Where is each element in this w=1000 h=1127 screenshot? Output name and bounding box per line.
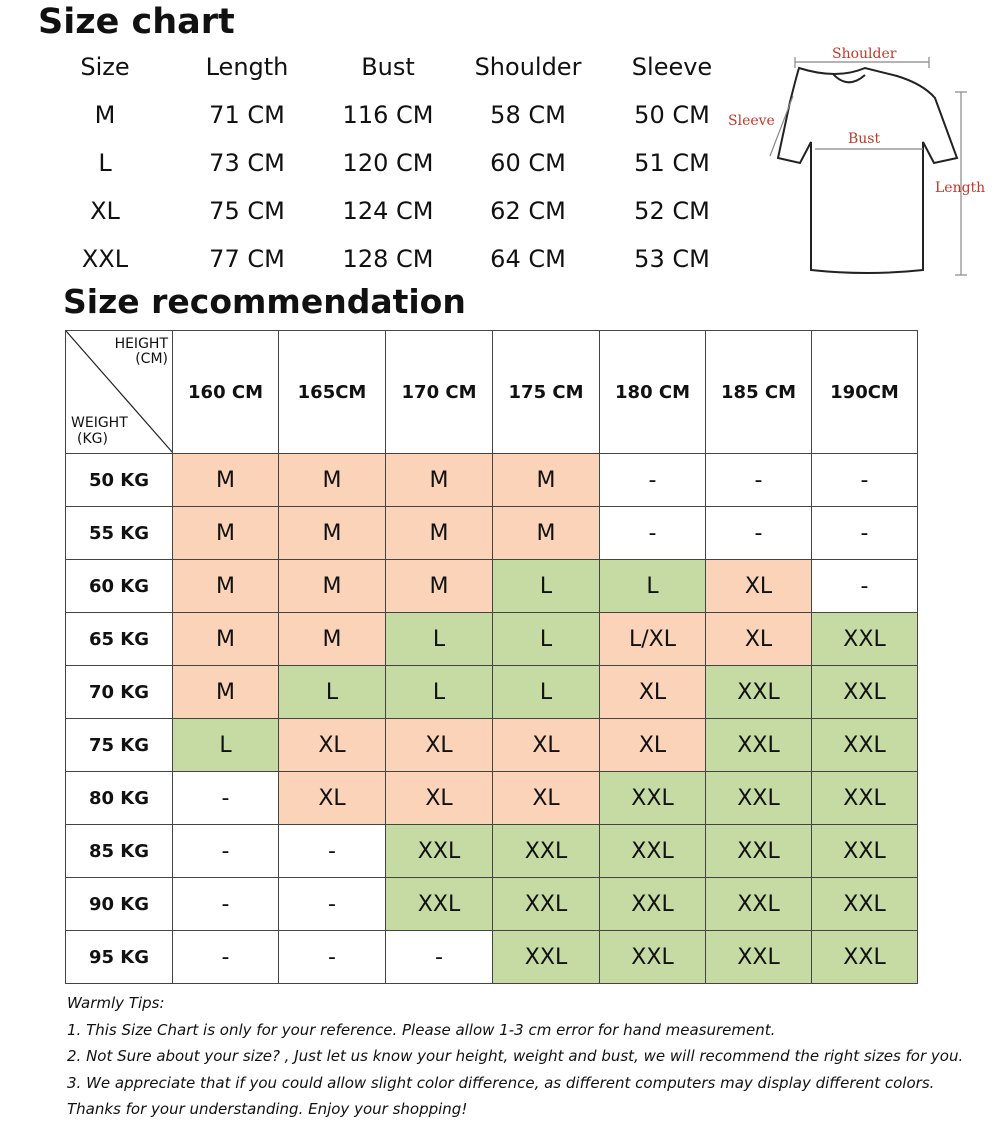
size-chart-cell: L xyxy=(98,149,112,177)
tips-heading: Warmly Tips: xyxy=(67,994,165,1012)
size-cell: XL xyxy=(493,772,600,825)
size-chart-header: Size xyxy=(80,53,130,81)
size-chart-header: Bust xyxy=(361,53,415,81)
height-header: 180 CM xyxy=(600,331,706,454)
size-cell: - xyxy=(173,772,279,825)
height-header: 190CM xyxy=(812,331,918,454)
size-cell: L xyxy=(493,666,600,719)
size-cell: M xyxy=(173,666,279,719)
height-header: 175 CM xyxy=(493,331,600,454)
size-cell: L xyxy=(493,613,600,666)
size-cell: L xyxy=(279,666,386,719)
size-chart-row xyxy=(0,95,730,135)
size-chart-row xyxy=(0,239,730,279)
size-cell: XXL xyxy=(706,719,812,772)
size-cell: XXL xyxy=(493,931,600,984)
weight-row xyxy=(66,825,918,878)
size-cell: XXL xyxy=(812,825,918,878)
length-label: Length xyxy=(935,180,986,196)
weight-row xyxy=(66,454,918,507)
size-chart-cell: 53 CM xyxy=(634,245,710,273)
weight-row xyxy=(66,719,918,772)
tip-line: 2. Not Sure about your size? , Just let us know your height, weight and bust, we will recommend the right sizes for you. xyxy=(67,1047,964,1065)
size-cell: - xyxy=(279,825,386,878)
size-chart-header: Sleeve xyxy=(631,53,713,81)
size-cell: M xyxy=(173,613,279,666)
weight-row xyxy=(66,666,918,719)
size-chart-cell: 120 CM xyxy=(342,149,434,177)
size-cell: M xyxy=(173,507,279,560)
size-cell: XXL xyxy=(386,825,493,878)
size-cell: - xyxy=(600,507,706,560)
weight-label: 95 KG xyxy=(66,931,173,984)
size-chart-cell: M xyxy=(94,101,116,129)
size-chart-row xyxy=(0,191,730,231)
size-cell: XL xyxy=(386,719,493,772)
size-chart-row xyxy=(0,143,730,183)
tips-closing: Thanks for your understanding. Enjoy your shopping! xyxy=(67,1100,468,1118)
size-chart-header: Shoulder xyxy=(474,53,582,81)
size-chart-cell: 77 CM xyxy=(209,245,285,273)
height-header: 160 CM xyxy=(173,331,279,454)
weight-label: 80 KG xyxy=(66,772,173,825)
weight-label: 60 KG xyxy=(66,560,173,613)
sleeve-label: Sleeve xyxy=(728,113,775,129)
size-cell: XXL xyxy=(386,878,493,931)
size-cell: M xyxy=(386,454,493,507)
recommendation-body xyxy=(66,454,918,984)
size-cell: XXL xyxy=(812,878,918,931)
size-cell: M xyxy=(279,613,386,666)
height-label-text: HEIGHT xyxy=(114,336,168,352)
size-cell: XXL xyxy=(706,825,812,878)
size-cell: XXL xyxy=(600,878,706,931)
weight-row xyxy=(66,560,918,613)
size-cell: XXL xyxy=(706,878,812,931)
size-cell: XXL xyxy=(493,878,600,931)
size-cell: - xyxy=(812,507,918,560)
weight-axis-label xyxy=(71,415,128,447)
weight-row xyxy=(66,931,918,984)
size-chart-cell: 124 CM xyxy=(342,197,434,225)
height-header: 165CM xyxy=(279,331,386,454)
size-cell: XXL xyxy=(600,772,706,825)
size-recommendation-title: Size recommendation xyxy=(63,282,466,321)
size-chart-cell: 62 CM xyxy=(490,197,566,225)
height-unit-text: (CM) xyxy=(135,351,168,367)
size-cell: L xyxy=(386,666,493,719)
size-cell: XL xyxy=(600,666,706,719)
size-cell: XL xyxy=(279,772,386,825)
size-cell: M xyxy=(173,454,279,507)
weight-label: 75 KG xyxy=(66,719,173,772)
size-cell: XL xyxy=(493,719,600,772)
size-cell: XXL xyxy=(706,772,812,825)
size-cell: XXL xyxy=(812,666,918,719)
size-cell: XXL xyxy=(812,931,918,984)
size-chart-cell: 60 CM xyxy=(490,149,566,177)
weight-row xyxy=(66,772,918,825)
size-cell: - xyxy=(812,454,918,507)
size-cell: L/XL xyxy=(600,613,706,666)
weight-label: 85 KG xyxy=(66,825,173,878)
size-cell: L xyxy=(493,560,600,613)
size-cell: M xyxy=(279,454,386,507)
size-chart-cell: 116 CM xyxy=(342,101,434,129)
height-header: 185 CM xyxy=(706,331,812,454)
weight-row xyxy=(66,613,918,666)
size-cell: - xyxy=(173,825,279,878)
size-cell: XL xyxy=(600,719,706,772)
weight-row xyxy=(66,507,918,560)
size-cell: XXL xyxy=(493,825,600,878)
height-header: 170 CM xyxy=(386,331,493,454)
size-chart-cell: 58 CM xyxy=(490,101,566,129)
size-cell: XXL xyxy=(706,666,812,719)
tip-line: 3. We appreciate that if you could allow slight color difference, as different computers may display different colors. xyxy=(67,1073,935,1092)
size-cell: XL xyxy=(386,772,493,825)
height-axis-label xyxy=(115,337,168,367)
bust-label: Bust xyxy=(848,131,881,147)
tshirt-outline xyxy=(778,68,957,273)
size-cell: XXL xyxy=(600,931,706,984)
size-cell: L xyxy=(386,613,493,666)
size-chart-cell: 71 CM xyxy=(209,101,285,129)
size-cell: - xyxy=(173,931,279,984)
weight-unit-text: (KG) xyxy=(77,431,108,447)
size-chart-title: Size chart xyxy=(38,2,235,42)
size-chart-cell: 52 CM xyxy=(634,197,710,225)
size-cell: XXL xyxy=(812,772,918,825)
tshirt-diagram xyxy=(727,40,997,285)
warm-tips xyxy=(67,990,987,1123)
size-cell: - xyxy=(812,560,918,613)
weight-label: 70 KG xyxy=(66,666,173,719)
height-header-row xyxy=(66,331,918,454)
size-chart-cell: 128 CM xyxy=(342,245,434,273)
size-cell: M xyxy=(279,507,386,560)
size-cell: M xyxy=(279,560,386,613)
size-cell: XL xyxy=(279,719,386,772)
size-chart-cell: 73 CM xyxy=(209,149,285,177)
size-cell: M xyxy=(386,507,493,560)
corner-header-cell xyxy=(66,331,173,454)
size-cell: XXL xyxy=(812,719,918,772)
size-chart-header: Length xyxy=(205,53,289,81)
size-cell: L xyxy=(173,719,279,772)
size-recommendation-table xyxy=(65,330,918,984)
size-cell: L xyxy=(600,560,706,613)
size-cell: M xyxy=(386,560,493,613)
size-chart-header-row xyxy=(0,47,730,87)
weight-label: 55 KG xyxy=(66,507,173,560)
size-cell: - xyxy=(173,878,279,931)
weight-row xyxy=(66,878,918,931)
size-cell: XL xyxy=(706,560,812,613)
size-cell: M xyxy=(493,454,600,507)
weight-label: 90 KG xyxy=(66,878,173,931)
size-chart-cell: 51 CM xyxy=(634,149,710,177)
size-cell: - xyxy=(706,454,812,507)
size-chart-cell: 75 CM xyxy=(209,197,285,225)
size-cell: - xyxy=(279,931,386,984)
size-cell: - xyxy=(600,454,706,507)
size-cell: XXL xyxy=(600,825,706,878)
size-cell: - xyxy=(279,878,386,931)
size-cell: M xyxy=(493,507,600,560)
size-cell: XL xyxy=(706,613,812,666)
weight-label: 50 KG xyxy=(66,454,173,507)
size-cell: M xyxy=(173,560,279,613)
weight-label-text: WEIGHT xyxy=(71,415,128,431)
size-chart-cell: XL xyxy=(90,197,120,225)
size-chart-cell: XXL xyxy=(81,245,129,273)
shoulder-label: Shoulder xyxy=(832,46,897,62)
tip-line: 1. This Size Chart is only for your reference. Please allow 1-3 cm error for hand measurement. xyxy=(67,1020,776,1039)
size-cell: - xyxy=(706,507,812,560)
size-cell: XXL xyxy=(706,931,812,984)
size-chart-cell: 50 CM xyxy=(634,101,710,129)
size-cell: - xyxy=(386,931,493,984)
size-cell: XXL xyxy=(812,613,918,666)
size-chart-cell: 64 CM xyxy=(490,245,566,273)
weight-label: 65 KG xyxy=(66,613,173,666)
